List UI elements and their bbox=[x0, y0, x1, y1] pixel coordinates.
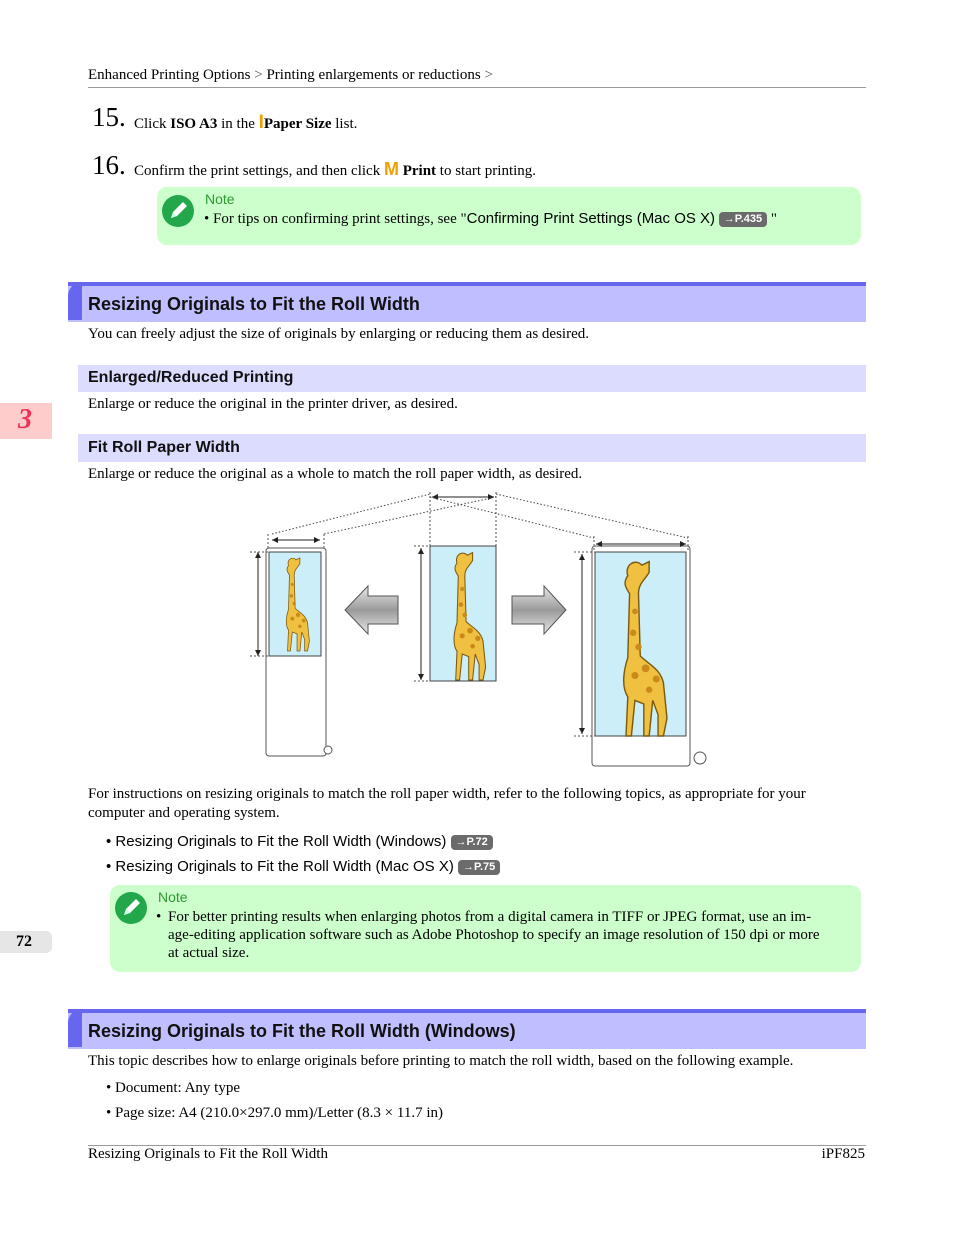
footer-left: Resizing Originals to Fit the Roll Width bbox=[88, 1146, 328, 1162]
note-text: For better printing results when enlarging photos from a digital camera in TIFF or JPEG format, use an im- age-editing application software such as Adobe Photoshop to specify an image resolution of 150 dpi or more at actual size. bbox=[168, 909, 820, 961]
print-button-label: Print bbox=[402, 163, 437, 179]
step-15 bbox=[92, 104, 126, 131]
pencil-icon bbox=[162, 195, 194, 227]
subheading-text: Enlarge or reduce the original as a whole to match the roll paper width, as desired. bbox=[88, 466, 583, 482]
step-number: 16. bbox=[92, 150, 126, 180]
section-heading-bar bbox=[68, 282, 866, 322]
section-title: Resizing Originals to Fit the Roll Width bbox=[88, 294, 420, 314]
page-number: 72 bbox=[16, 933, 32, 950]
instructions-line: For instructions on resizing originals to match the roll paper width, refer to the following topics, as appropriate for your bbox=[88, 786, 806, 802]
link-resize-macos[interactable]: Resizing Originals to Fit the Roll Width (Mac OS X) bbox=[115, 858, 454, 875]
instructions-line: computer and operating system. bbox=[88, 805, 280, 821]
section-heading-bar bbox=[68, 1009, 866, 1049]
subheading-bar bbox=[78, 365, 866, 392]
link-resize-windows[interactable]: Resizing Originals to Fit the Roll Width (Windows) bbox=[115, 833, 447, 850]
step-16-text: Confirm the print settings, and then click M Print to start printing. bbox=[134, 159, 537, 179]
breadcrumb-separator: > bbox=[254, 67, 263, 83]
fit-roll-width-illustration bbox=[240, 488, 720, 778]
chapter-number: 3 bbox=[18, 404, 32, 435]
subheading-title: Fit Roll Paper Width bbox=[88, 439, 240, 456]
list-item: • Resizing Originals to Fit the Roll Width (Mac OS X) →P.75 bbox=[106, 858, 500, 875]
note-label: Note bbox=[205, 191, 235, 207]
callout-marker-m: M bbox=[383, 159, 399, 179]
link-confirming-print-settings[interactable]: Confirming Print Settings (Mac OS X) bbox=[466, 210, 716, 227]
header-rule bbox=[88, 87, 866, 88]
page-ref-badge[interactable]: →P.75 bbox=[458, 860, 500, 875]
breadcrumb bbox=[88, 67, 493, 84]
step-number: 15. bbox=[92, 102, 126, 132]
list-item: • Resizing Originals to Fit the Roll Width (Windows) →P.72 bbox=[106, 833, 493, 850]
page-ref-badge[interactable]: →P.435 bbox=[719, 212, 767, 227]
section-intro: This topic describes how to enlarge originals before printing to match the roll width, based on the following example. bbox=[88, 1053, 794, 1069]
iso-a3-option: ISO A3 bbox=[170, 116, 218, 132]
page-ref-badge[interactable]: →P.72 bbox=[451, 835, 493, 850]
pencil-icon bbox=[115, 892, 147, 924]
callout-marker-i: I bbox=[258, 112, 264, 133]
note-label: Note bbox=[158, 889, 188, 905]
list-item: • Page size: A4 (210.0×297.0 mm)/Letter (8.3 × 11.7 in) bbox=[106, 1105, 443, 1121]
breadcrumb-link-enhanced-printing[interactable]: Enhanced Printing Options bbox=[88, 67, 251, 83]
section-intro: You can freely adjust the size of originals by enlarging or reducing them as desired. bbox=[88, 326, 589, 342]
chapter-tab[interactable] bbox=[0, 403, 52, 439]
paper-size-label: Paper Size bbox=[263, 116, 332, 132]
breadcrumb-separator: > bbox=[484, 67, 493, 83]
note-text: • For tips on confirming print settings, see "Confirming Print Settings (Mac OS X) →P.435 " bbox=[204, 210, 777, 227]
footer-right: iPF825 bbox=[821, 1146, 865, 1162]
step-16 bbox=[92, 152, 126, 179]
breadcrumb-link-enlargements[interactable]: Printing enlargements or reductions bbox=[266, 67, 481, 83]
subheading-bar bbox=[78, 434, 866, 462]
list-item: • Document: Any type bbox=[106, 1080, 240, 1096]
subheading-text: Enlarge or reduce the original in the printer driver, as desired. bbox=[88, 396, 458, 412]
page-number-tab bbox=[0, 931, 52, 953]
section-title: Resizing Originals to Fit the Roll Width (Windows) bbox=[88, 1021, 516, 1041]
step-15-text: Click ISO A3 in the IPaper Size list. bbox=[134, 112, 358, 133]
subheading-title: Enlarged/Reduced Printing bbox=[88, 369, 294, 386]
note-bullet: • bbox=[156, 909, 162, 925]
